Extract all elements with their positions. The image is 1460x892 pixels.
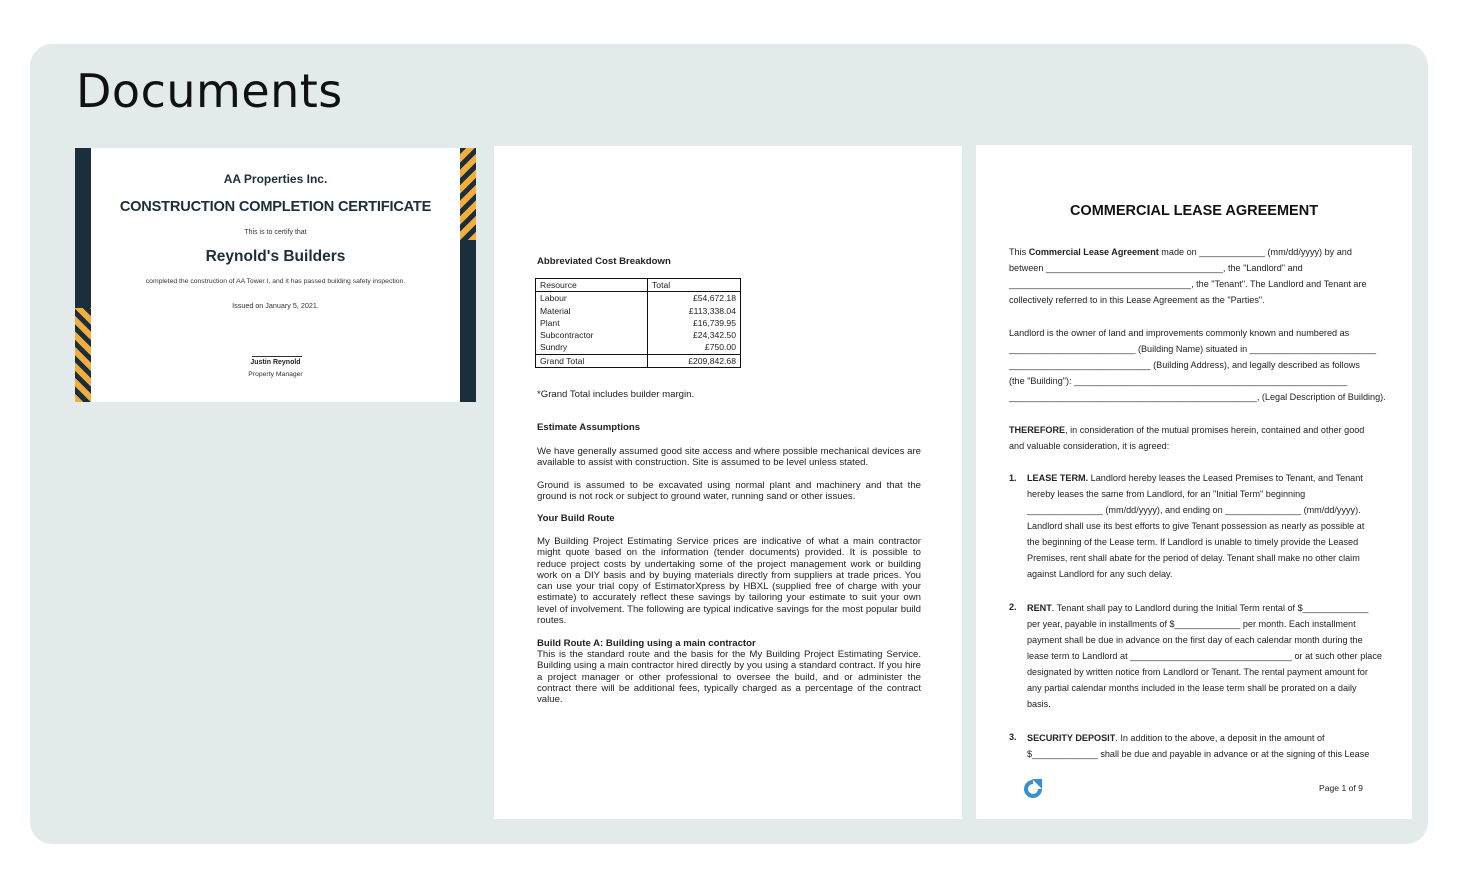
resource-cell: Subcontractor bbox=[536, 329, 648, 341]
resource-cell: Grand Total bbox=[536, 354, 648, 367]
table-row bbox=[536, 305, 741, 317]
text-segment: (the "Building"): ______________________________________________________ bbox=[1009, 376, 1348, 386]
lease-text-line bbox=[1009, 278, 1367, 290]
left-decorative-bar bbox=[75, 148, 91, 402]
document-card-lease-agreement[interactable] bbox=[976, 145, 1412, 819]
lease-text-line bbox=[1009, 391, 1386, 403]
assumption-paragraph: Ground is assumed to be excavated using normal plant and machinery and that the ground is not rock or subject to ground water, running sand or other issues. bbox=[537, 480, 921, 503]
total-cell: £16,739.95 bbox=[648, 317, 741, 329]
text-segment: ____________________________________, the "Tenant". The Landlord and Tenant are bbox=[1009, 279, 1367, 289]
text-segment: and valuable consideration, it is agreed: bbox=[1009, 441, 1170, 451]
text-segment: payment shall be due in advance on the first day of each calendar month during the bbox=[1027, 635, 1363, 645]
text-segment: made on _____________ (mm/dd/yyyy) by and bbox=[1158, 247, 1352, 257]
bold-term: RENT bbox=[1027, 603, 1052, 613]
text-segment: between ___________________________________, the "Landlord" and bbox=[1009, 263, 1303, 273]
table-row bbox=[536, 292, 741, 305]
table-row bbox=[536, 317, 741, 329]
lease-text-line bbox=[1009, 343, 1376, 355]
clause-number: 3. bbox=[1009, 732, 1017, 742]
total-cell: £54,672.18 bbox=[648, 292, 741, 305]
issue-date: Issued on January 5, 2021. bbox=[232, 301, 319, 310]
company-name: AA Properties Inc. bbox=[223, 172, 328, 186]
lease-text-line bbox=[1009, 246, 1352, 258]
text-segment: Landlord shall use its best efforts to give Tenant possession as nearly as possible at bbox=[1027, 521, 1365, 531]
text-segment: , in consideration of the mutual promises herein, contained and other good bbox=[1065, 425, 1365, 435]
clause-number: 2. bbox=[1009, 602, 1017, 612]
text-segment: against Landlord for any such delay. bbox=[1027, 569, 1173, 579]
text-segment: per year, payable in installments of $_____________ per month. Each installment bbox=[1027, 619, 1356, 629]
total-cell: £750.00 bbox=[648, 341, 741, 354]
build-route-paragraph: My Building Project Estimating Service prices are indicative of what a main contractor might quote based on the information (tender documents) provided. It is possible to reduce project costs by undertaking some of the project management work or building work on a DIY basis and by buying materials directly from suppliers at trade prices. You can use your trial copy of EstimatorXpress by HBXL (supplied free of charge with your estimate) to accurately reflect these savings by tailoring your estimate to suit your own level of involvement. The following are typical indicative savings for the most popular build routes. bbox=[537, 536, 921, 627]
assumption-paragraph: We have generally assumed good site access and where possible mechanical devices are available to assist with construction. Site is assumed to be level unless stated. bbox=[537, 446, 921, 469]
text-segment: hereby leases the same from Landlord, for an "Initial Term" beginning bbox=[1027, 489, 1306, 499]
page-indicator: Page 1 of 9 bbox=[1319, 783, 1363, 793]
text-segment: any partial calendar months included in the lease term shall be prorated on a daily bbox=[1027, 683, 1357, 693]
bold-term: THEREFORE bbox=[1009, 425, 1066, 435]
text-segment: $_____________ shall be due and payable in advance or at the signing of this Lease bbox=[1027, 749, 1370, 759]
lease-text-line bbox=[1027, 472, 1363, 484]
text-segment: . Tenant shall pay to Landlord during the Initial Term rental of $_____________ bbox=[1051, 603, 1369, 613]
lease-text-line bbox=[1027, 520, 1364, 532]
text-segment: _______________ (mm/dd/yyyy), and ending on _______________ (mm/dd/yyyy). bbox=[1027, 505, 1361, 515]
signer-name: Justin Reynold bbox=[250, 359, 301, 366]
total-cell: £113,338.04 bbox=[648, 305, 741, 317]
lease-text-line bbox=[1027, 748, 1369, 760]
cost-table bbox=[535, 278, 741, 368]
text-segment: ____________________________ (Building Address), and legally described as follows bbox=[1009, 360, 1360, 370]
resource-cell: Plant bbox=[536, 317, 648, 329]
lease-text-line bbox=[1009, 327, 1349, 339]
text-segment: This bbox=[1009, 247, 1029, 257]
table-row bbox=[536, 329, 741, 341]
text-segment: Landlord hereby leases the Leased Premises to Tenant, and Tenant bbox=[1088, 473, 1363, 483]
lease-text-line bbox=[1009, 359, 1360, 371]
lease-text-line bbox=[1009, 294, 1265, 306]
lease-text-line bbox=[1009, 440, 1169, 452]
grand-total-note: *Grand Total includes builder margin. bbox=[537, 389, 695, 400]
grand-total-row bbox=[536, 354, 741, 367]
lease-text-line bbox=[1027, 650, 1382, 662]
lease-text-line bbox=[1027, 698, 1051, 710]
certificate-statement: completed the construction of AA Tower I, and it has passed building safety inspection. bbox=[145, 278, 406, 285]
bold-term: SECURITY DEPOSIT bbox=[1027, 733, 1116, 743]
text-segment: . In addition to the above, a deposit in the amount of bbox=[1115, 733, 1325, 743]
resource-cell: Material bbox=[536, 305, 648, 317]
lease-title: COMMERCIAL LEASE AGREEMENT bbox=[1069, 203, 1319, 219]
lease-text-line bbox=[1027, 568, 1172, 580]
bold-term: Commercial Lease Agreement bbox=[1028, 247, 1159, 257]
lease-text-line bbox=[1027, 552, 1360, 564]
text-segment: _________________________ (Building Name) situated in _________________________ bbox=[1009, 344, 1377, 354]
lease-text-line bbox=[1009, 424, 1364, 436]
column-header: Resource bbox=[536, 279, 648, 292]
lease-text-line bbox=[1027, 504, 1361, 516]
document-card-cost-breakdown[interactable] bbox=[494, 146, 962, 819]
document-card-certificate[interactable] bbox=[75, 148, 476, 402]
lease-text-line bbox=[1027, 618, 1356, 630]
lease-text-line bbox=[1009, 375, 1347, 387]
text-segment: Premises, rent shall abate for the period of delay. Tenant shall make no other claim bbox=[1027, 553, 1360, 563]
lease-text-line bbox=[1027, 602, 1368, 614]
right-decorative-bar bbox=[460, 148, 476, 402]
resource-cell: Labour bbox=[536, 292, 648, 305]
resource-cell: Sundry bbox=[536, 341, 648, 354]
text-segment: Landlord is the owner of land and improvements commonly known and numbered as bbox=[1009, 328, 1350, 338]
certificate-heading: CONSTRUCTION COMPLETION CERTIFICATE bbox=[119, 199, 432, 215]
refresh-logo-icon bbox=[1023, 776, 1045, 800]
signer-title: Property Manager bbox=[248, 371, 303, 378]
lease-text-line bbox=[1027, 666, 1368, 678]
text-segment: basis. bbox=[1027, 699, 1051, 709]
total-cell: £24,342.50 bbox=[648, 329, 741, 341]
text-segment: the beginning of the Lease term. If Landlord is unable to timely provide the Leased bbox=[1027, 537, 1359, 547]
signature-line bbox=[252, 356, 302, 357]
lease-text-line bbox=[1009, 262, 1303, 274]
total-cell: £209,842.68 bbox=[648, 354, 741, 367]
text-segment: lease term to Landlord at ________________________________ or at such other place bbox=[1027, 651, 1382, 661]
route-a-heading: Build Route A: Building using a main contractor bbox=[537, 638, 756, 649]
lease-text-line bbox=[1027, 634, 1363, 646]
text-segment: _________________________________________________, (Legal Description of Building). bbox=[1009, 392, 1386, 402]
table-row bbox=[536, 341, 741, 354]
lease-text-line bbox=[1027, 536, 1358, 548]
lease-text-line bbox=[1027, 732, 1325, 744]
text-segment: collectively referred to in this Lease Agreement as the "Parties". bbox=[1009, 295, 1265, 305]
bold-term: LEASE TERM. bbox=[1027, 473, 1089, 483]
assumptions-heading: Estimate Assumptions bbox=[537, 422, 641, 433]
build-route-heading: Your Build Route bbox=[537, 513, 615, 524]
lease-text-line bbox=[1027, 488, 1305, 500]
route-a-paragraph: This is the standard route and the basis for the My Building Project Estimating Service. Building using a main contractor hired directly by you using a standard contract. If you hire a project manager or other professional to oversee the build, and or administer the contract there will be additional fees, typically charged as a percentage of the contract value. bbox=[537, 649, 921, 706]
text-segment: designated by written notice from Landlord or Tenant. The rental payment amount for bbox=[1027, 667, 1368, 677]
lease-text-line bbox=[1027, 682, 1357, 694]
clause-number: 1. bbox=[1009, 473, 1017, 483]
column-header: Total bbox=[648, 279, 741, 292]
certify-intro: This is to certify that bbox=[244, 229, 307, 236]
page-title: Documents bbox=[76, 64, 343, 118]
recipient-name: Reynold's Builders bbox=[205, 248, 346, 265]
cost-table-title: Abbreviated Cost Breakdown bbox=[537, 256, 671, 267]
